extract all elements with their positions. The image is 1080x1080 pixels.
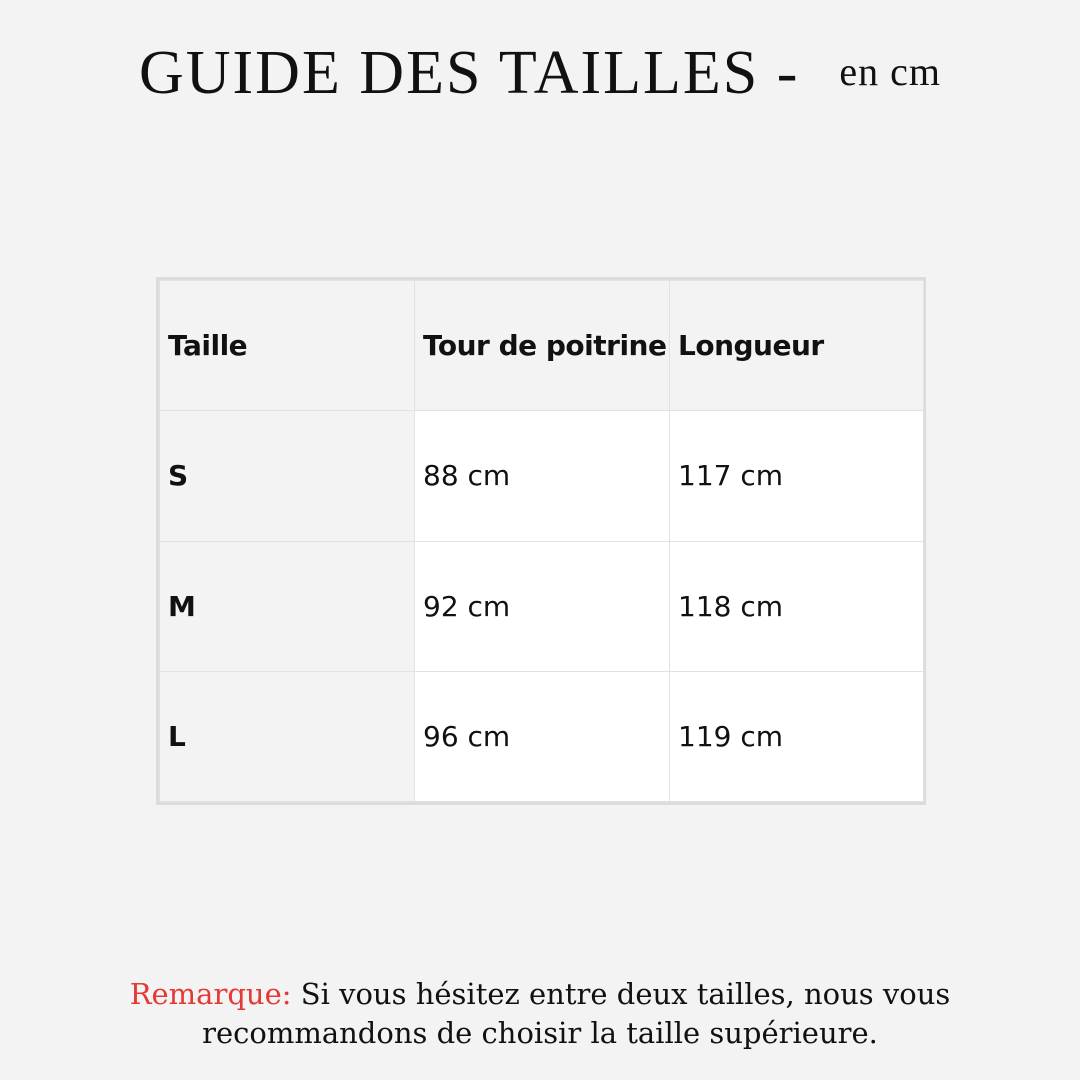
size-cell: M [160, 541, 415, 671]
table-row [160, 671, 924, 801]
title-main: GUIDE DES TAILLES - [138, 39, 800, 107]
header-chest: Tour de poitrine [415, 281, 670, 411]
chest-cell: 96 cm [415, 671, 670, 801]
title-unit: en cm [839, 49, 942, 94]
size-cell: L [160, 671, 415, 801]
note-text: Si vous hésitez entre deux tailles, nous vous recommandons de choisir la taille supérieure. [202, 977, 951, 1050]
chest-cell: 88 cm [415, 411, 670, 541]
size-table-container [156, 277, 926, 805]
length-cell: 119 cm [670, 671, 924, 801]
length-cell: 118 cm [670, 541, 924, 671]
length-cell: 117 cm [670, 411, 924, 541]
page-title [0, 38, 1080, 109]
table-header-row [160, 281, 924, 411]
size-cell: S [160, 411, 415, 541]
table-row [160, 541, 924, 671]
chest-cell: 92 cm [415, 541, 670, 671]
table-row [160, 411, 924, 541]
note-label: Remarque: [129, 977, 292, 1011]
size-note [40, 975, 1040, 1053]
size-table [159, 280, 924, 802]
header-size: Taille [160, 281, 415, 411]
header-length: Longueur [670, 281, 924, 411]
